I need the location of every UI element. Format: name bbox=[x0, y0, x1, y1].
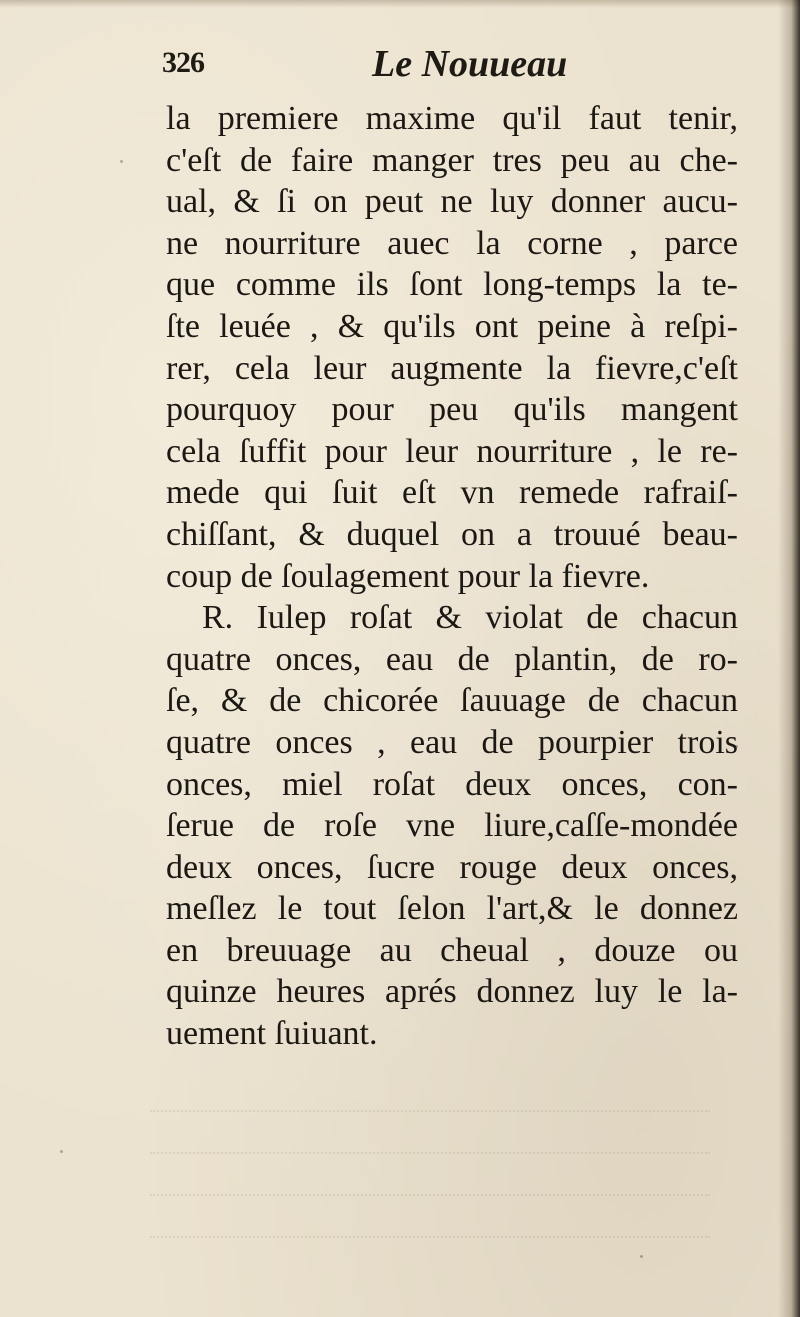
text-line: mede qui ſuit eſt vn remede rafraiſ- bbox=[166, 474, 738, 512]
recipe-line: quatre onces , eau de pourpier trois bbox=[166, 723, 738, 761]
paper-speck bbox=[120, 160, 123, 163]
text-line: chiſſant, & duquel on a trouué beau- bbox=[166, 515, 738, 553]
recipe-line: en breuuage au cheual , douze ou bbox=[166, 931, 738, 969]
recipe-line: R. Iulep roſat & violat de chacun bbox=[202, 599, 738, 637]
show-through-line bbox=[150, 1154, 710, 1196]
show-through-line bbox=[150, 1112, 710, 1154]
running-head bbox=[162, 42, 762, 92]
text-line: rer, cela leur augmente la fievre,c'eſt bbox=[166, 349, 738, 387]
text-line: cela ſuffit pour leur nourriture , le re- bbox=[166, 432, 738, 470]
recipe-line: uement ſuiuant. bbox=[166, 1015, 378, 1053]
show-through-line bbox=[150, 1196, 710, 1238]
recipe-line: onces, miel roſat deux onces, con- bbox=[166, 765, 738, 803]
running-title: Le Nouueau bbox=[372, 43, 568, 85]
text-line: ne nourriture auec la corne , parce bbox=[166, 224, 738, 262]
recipe-line: ſerue de roſe vne liure,caſſe-mondée bbox=[166, 807, 738, 845]
recipe-line: deux onces, ſucre rouge deux onces, bbox=[166, 848, 738, 886]
recipe-line: meſlez le tout ſelon l'art,& le donnez bbox=[166, 890, 738, 928]
text-line: que comme ils ſont long-temps la te- bbox=[166, 266, 738, 304]
text-line: pourquoy pour peu qu'ils mangent bbox=[166, 391, 738, 429]
text-line: c'eſt de faire manger tres peu au che- bbox=[166, 141, 738, 179]
text-line: ſte leuée , & qu'ils ont peine à reſpi- bbox=[166, 307, 738, 345]
paper-speck bbox=[60, 1150, 63, 1153]
recipe-line: ſe, & de chicorée ſauuage de chacun bbox=[166, 682, 738, 720]
text-line: ual, & ſi on peut ne luy donner aucu- bbox=[166, 183, 738, 221]
show-through-line bbox=[150, 1070, 710, 1112]
show-through-text bbox=[150, 1070, 710, 1270]
binding-gutter bbox=[778, 0, 800, 1317]
page-number: 326 bbox=[162, 46, 204, 79]
recipe-line: quatre onces, eau de plantin, de ro- bbox=[166, 640, 738, 678]
page-top-edge bbox=[0, 0, 800, 8]
body-text bbox=[166, 98, 766, 1055]
text-line: coup de ſoulagement pour la fievre. bbox=[166, 557, 650, 595]
text-line: la premiere maxime qu'il faut tenir, bbox=[166, 100, 738, 137]
recipe-line: quinze heures aprés donnez luy le la- bbox=[166, 973, 738, 1011]
